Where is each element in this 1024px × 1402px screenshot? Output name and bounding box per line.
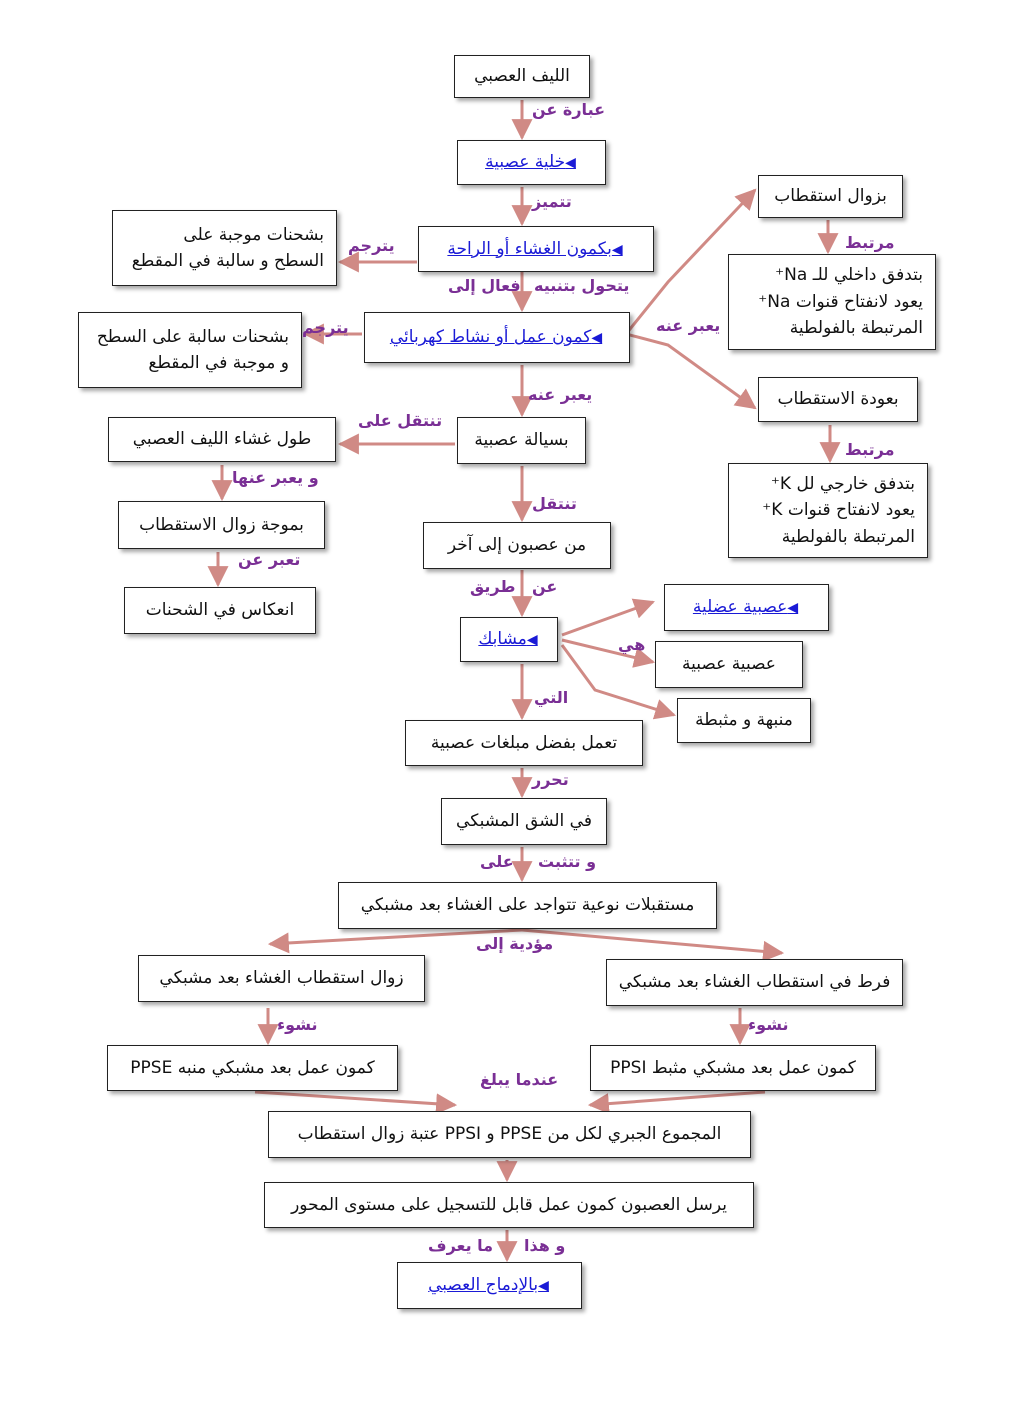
box-k-flow: بتدفق خارجي لل K⁺ يعود لانفتاح قنوات K⁺ المرتبطة بالفولطية (728, 463, 928, 558)
label-moves-along: تنتقل على (358, 411, 443, 430)
box-synapses[interactable]: ◀مشابك (460, 617, 558, 662)
box-nerve-fiber: الليف العصبي (454, 55, 590, 98)
box-nerve-impulse: بسيالة عصبية (457, 417, 586, 464)
label-which-are: هي (618, 635, 646, 654)
link-arrow-icon: ◀ (591, 330, 603, 347)
box-charges-rest: بشحنات موجبة على السطح و سالبة في المقطع (112, 210, 337, 286)
box-nerve-cell[interactable]: ◀خلية عصبية (457, 140, 606, 185)
box-na-flow: بتدفق داخلي للـ Na⁺ يعود لانفتاح قنوات Na⁺ المرتبطة بالفولطية (728, 254, 936, 350)
label-arises-left: نشوء (277, 1015, 318, 1034)
label-effective: فعال إلى (448, 276, 521, 295)
box-synaptic-cleft: في الشق المشبكي (441, 798, 607, 845)
arrow (562, 602, 653, 635)
box-axon-ap: يرسل العصبون كمون عمل قابل للتسجيل على مستوى المحور (264, 1182, 754, 1228)
label-when-reaches: عندما يبلغ (480, 1070, 559, 1089)
box-postsyn-hyper: فرط في استقطاب الغشاء بعد مشبكي (606, 959, 903, 1006)
box-ppsi: كمون عمل بعد مشبكي مثبط PPSI (590, 1045, 876, 1091)
label-which: التي (534, 688, 569, 707)
box-neuromuscular[interactable]: ◀عصبية عضلية (664, 584, 829, 631)
box-neuron-to-neuron: من عصبون إلى آخر (423, 522, 611, 569)
box-algebraic-sum: المجموع الجبري لكل من PPSE و PPSI عتبة زوال استقطاب (268, 1111, 751, 1158)
label-way: طريق (470, 577, 516, 596)
label-and-this: و هذا (524, 1236, 566, 1255)
label-moves: تنتقل (532, 494, 577, 513)
label-linked-2: مرتبط (845, 440, 895, 459)
arrow (522, 930, 782, 953)
label-characterized: تتميز (532, 192, 572, 211)
label-transforms: يتحول بتنبيه (534, 276, 630, 295)
box-depolarization: بزوال استقطاب (758, 175, 903, 218)
label-release: تحرر (532, 770, 569, 789)
link-arrow-icon: ◀ (565, 155, 576, 172)
label-expressed-by-it: و يعبر عنها (232, 468, 319, 487)
label-is: عبارة عن (532, 100, 606, 119)
box-postsyn-depol: زوال استقطاب الغشاء بعد مشبكي (138, 955, 425, 1002)
label-expressed-2: يترجم (302, 318, 349, 337)
box-ppse: كمون عمل بعد مشبكي منبه PPSE (107, 1045, 398, 1091)
box-neuro-neuro: عصبية عصبية (655, 641, 803, 688)
link-arrow-icon: ◀ (611, 241, 623, 258)
box-integration[interactable]: ◀بالإدماج العصبي (397, 1262, 582, 1309)
label-linked-1: مرتبط (845, 233, 895, 252)
box-rest-potential[interactable]: ◀بكمون الغشاء أو الراحة (418, 226, 654, 272)
label-arises-right: نشوء (748, 1015, 789, 1034)
box-neurotransmitters: تعمل بفضل مبلغات عصبية (405, 720, 643, 766)
link-arrow-icon: ◀ (787, 600, 799, 617)
link-arrow-icon: ◀ (526, 632, 538, 649)
label-what-known: ما يعرف (428, 1236, 494, 1255)
arrow (255, 1092, 455, 1105)
label-and-bind: و تتثبت (538, 852, 597, 871)
box-action-potential[interactable]: ◀كمون عمل أو نشاط كهربائي (364, 312, 630, 363)
label-on: على (480, 852, 514, 871)
label-leading-to: مؤدية إلى (476, 934, 554, 953)
box-repolarization: بعودة الاستقطاب (758, 377, 918, 422)
box-excit-inhib: منبهة و مثبطة (677, 698, 811, 743)
arrow (590, 1092, 765, 1105)
box-receptors: مستقبلات نوعية تتواجد على الغشاء بعد مشبكي (338, 882, 717, 929)
label-expressed-1: يترجم (348, 236, 395, 255)
label-expressed-by: يعبر عنه (528, 385, 593, 404)
link-arrow-icon: ◀ (538, 1278, 549, 1295)
label-via: عن (532, 577, 558, 596)
box-depol-wave: بموجة زوال الاستقطاب (118, 501, 325, 549)
label-expresses: تعبر عن (238, 550, 301, 569)
box-charges-action: بشحنات سالبة على السطح و موجبة في المقطع (78, 312, 302, 388)
box-membrane-length: طول غشاء الليف العصبي (108, 417, 336, 462)
box-charge-reversal: انعكاس في الشحنات (124, 587, 316, 634)
label-expressed-by-left: يعبر عنه (656, 316, 721, 335)
